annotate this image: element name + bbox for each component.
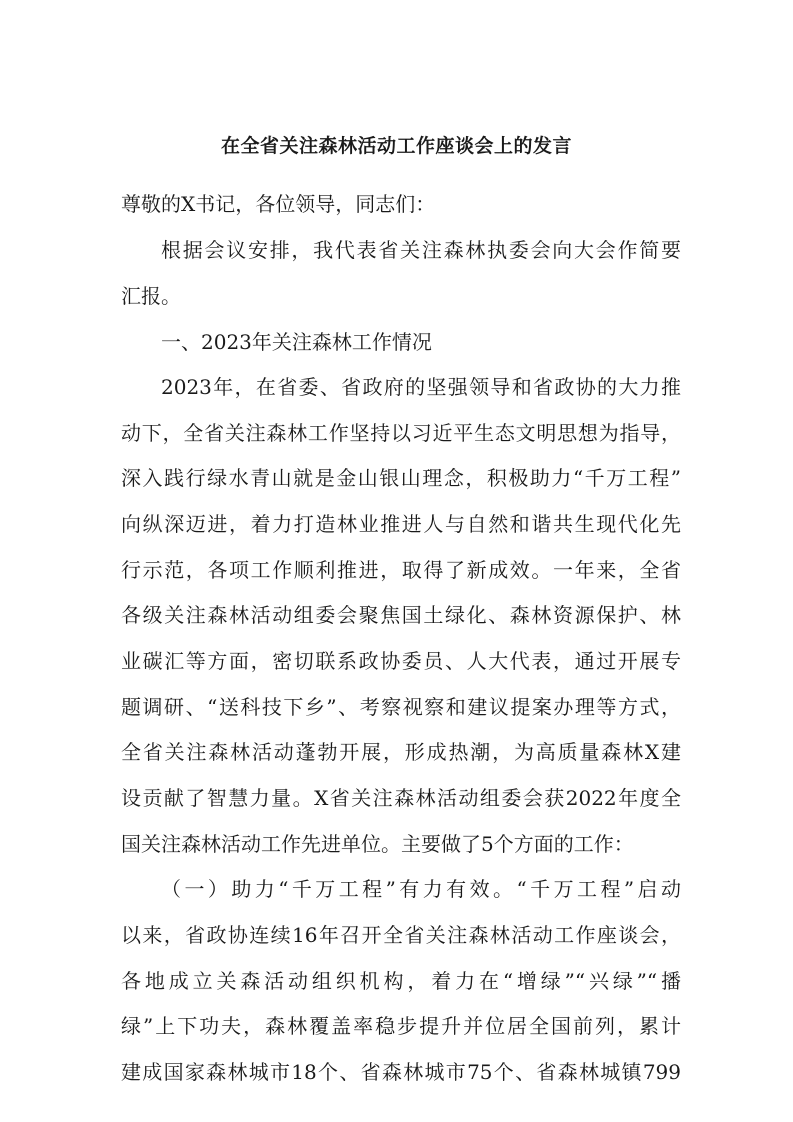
paragraph-line: 全省关注森林活动蓬勃开展，形成热潮，为高质量森林X建: [121, 740, 681, 764]
paragraph-line: 国关注森林活动工作先进单位。主要做了5个方面的工作：: [121, 832, 634, 856]
paragraph-line: 各地成立关森活动组织机构，着力在“增绿”“兴绿”“播: [121, 969, 681, 993]
paragraph-line: 向纵深迈进，着力打造林业推进人与自然和谐共生现代化先: [121, 512, 681, 536]
paragraph-line: 题调研、“送科技下乡”、考察视察和建议提案办理等方式，: [121, 695, 681, 719]
paragraph-line: 以来，省政协连续16年召开全省关注森林活动工作座谈会，: [121, 923, 681, 947]
paragraph-line: 业碳汇等方面，密切联系政协委员、人大代表，通过开展专: [121, 649, 681, 673]
paragraph-line: 行示范，各项工作顺利推进，取得了新成效。一年来，全省: [121, 558, 681, 582]
paragraph-line: 2023年，在省委、省政府的坚强领导和省政协的大力推: [161, 375, 681, 399]
paragraph-line: 设贡献了智慧力量。X省关注森林活动组委会获2022年度全: [121, 786, 681, 810]
paragraph-line: 建成国家森林城市18个、省森林城市75个、省森林城镇799: [121, 1060, 681, 1084]
paragraph-line: 动下，全省关注森林工作坚持以习近平生态文明思想为指导，: [121, 421, 681, 445]
paragraph-line: 各级关注森林活动组委会聚焦国土绿化、森林资源保护、林: [121, 603, 681, 627]
section-heading: 一、2023年关注森林工作情况: [161, 330, 432, 354]
paragraph-line: 绿”上下功夫，森林覆盖率稳步提升并位居全国前列，累计: [121, 1014, 681, 1038]
subsection-line: （一）助力“千万工程”有力有效。“千万工程”启动: [161, 877, 681, 901]
salutation-line: 尊敬的X书记，各位领导，同志们：: [121, 192, 436, 216]
paragraph-line: 深入践行绿水青山就是金山银山理念，积极助力“千万工程”: [121, 466, 681, 490]
paragraph-line: 汇报。: [121, 284, 181, 308]
paragraph-line: 根据会议安排，我代表省关注森林执委会向大会作简要: [161, 238, 681, 262]
document-title: 在全省关注森林活动工作座谈会上的发言: [220, 135, 572, 157]
